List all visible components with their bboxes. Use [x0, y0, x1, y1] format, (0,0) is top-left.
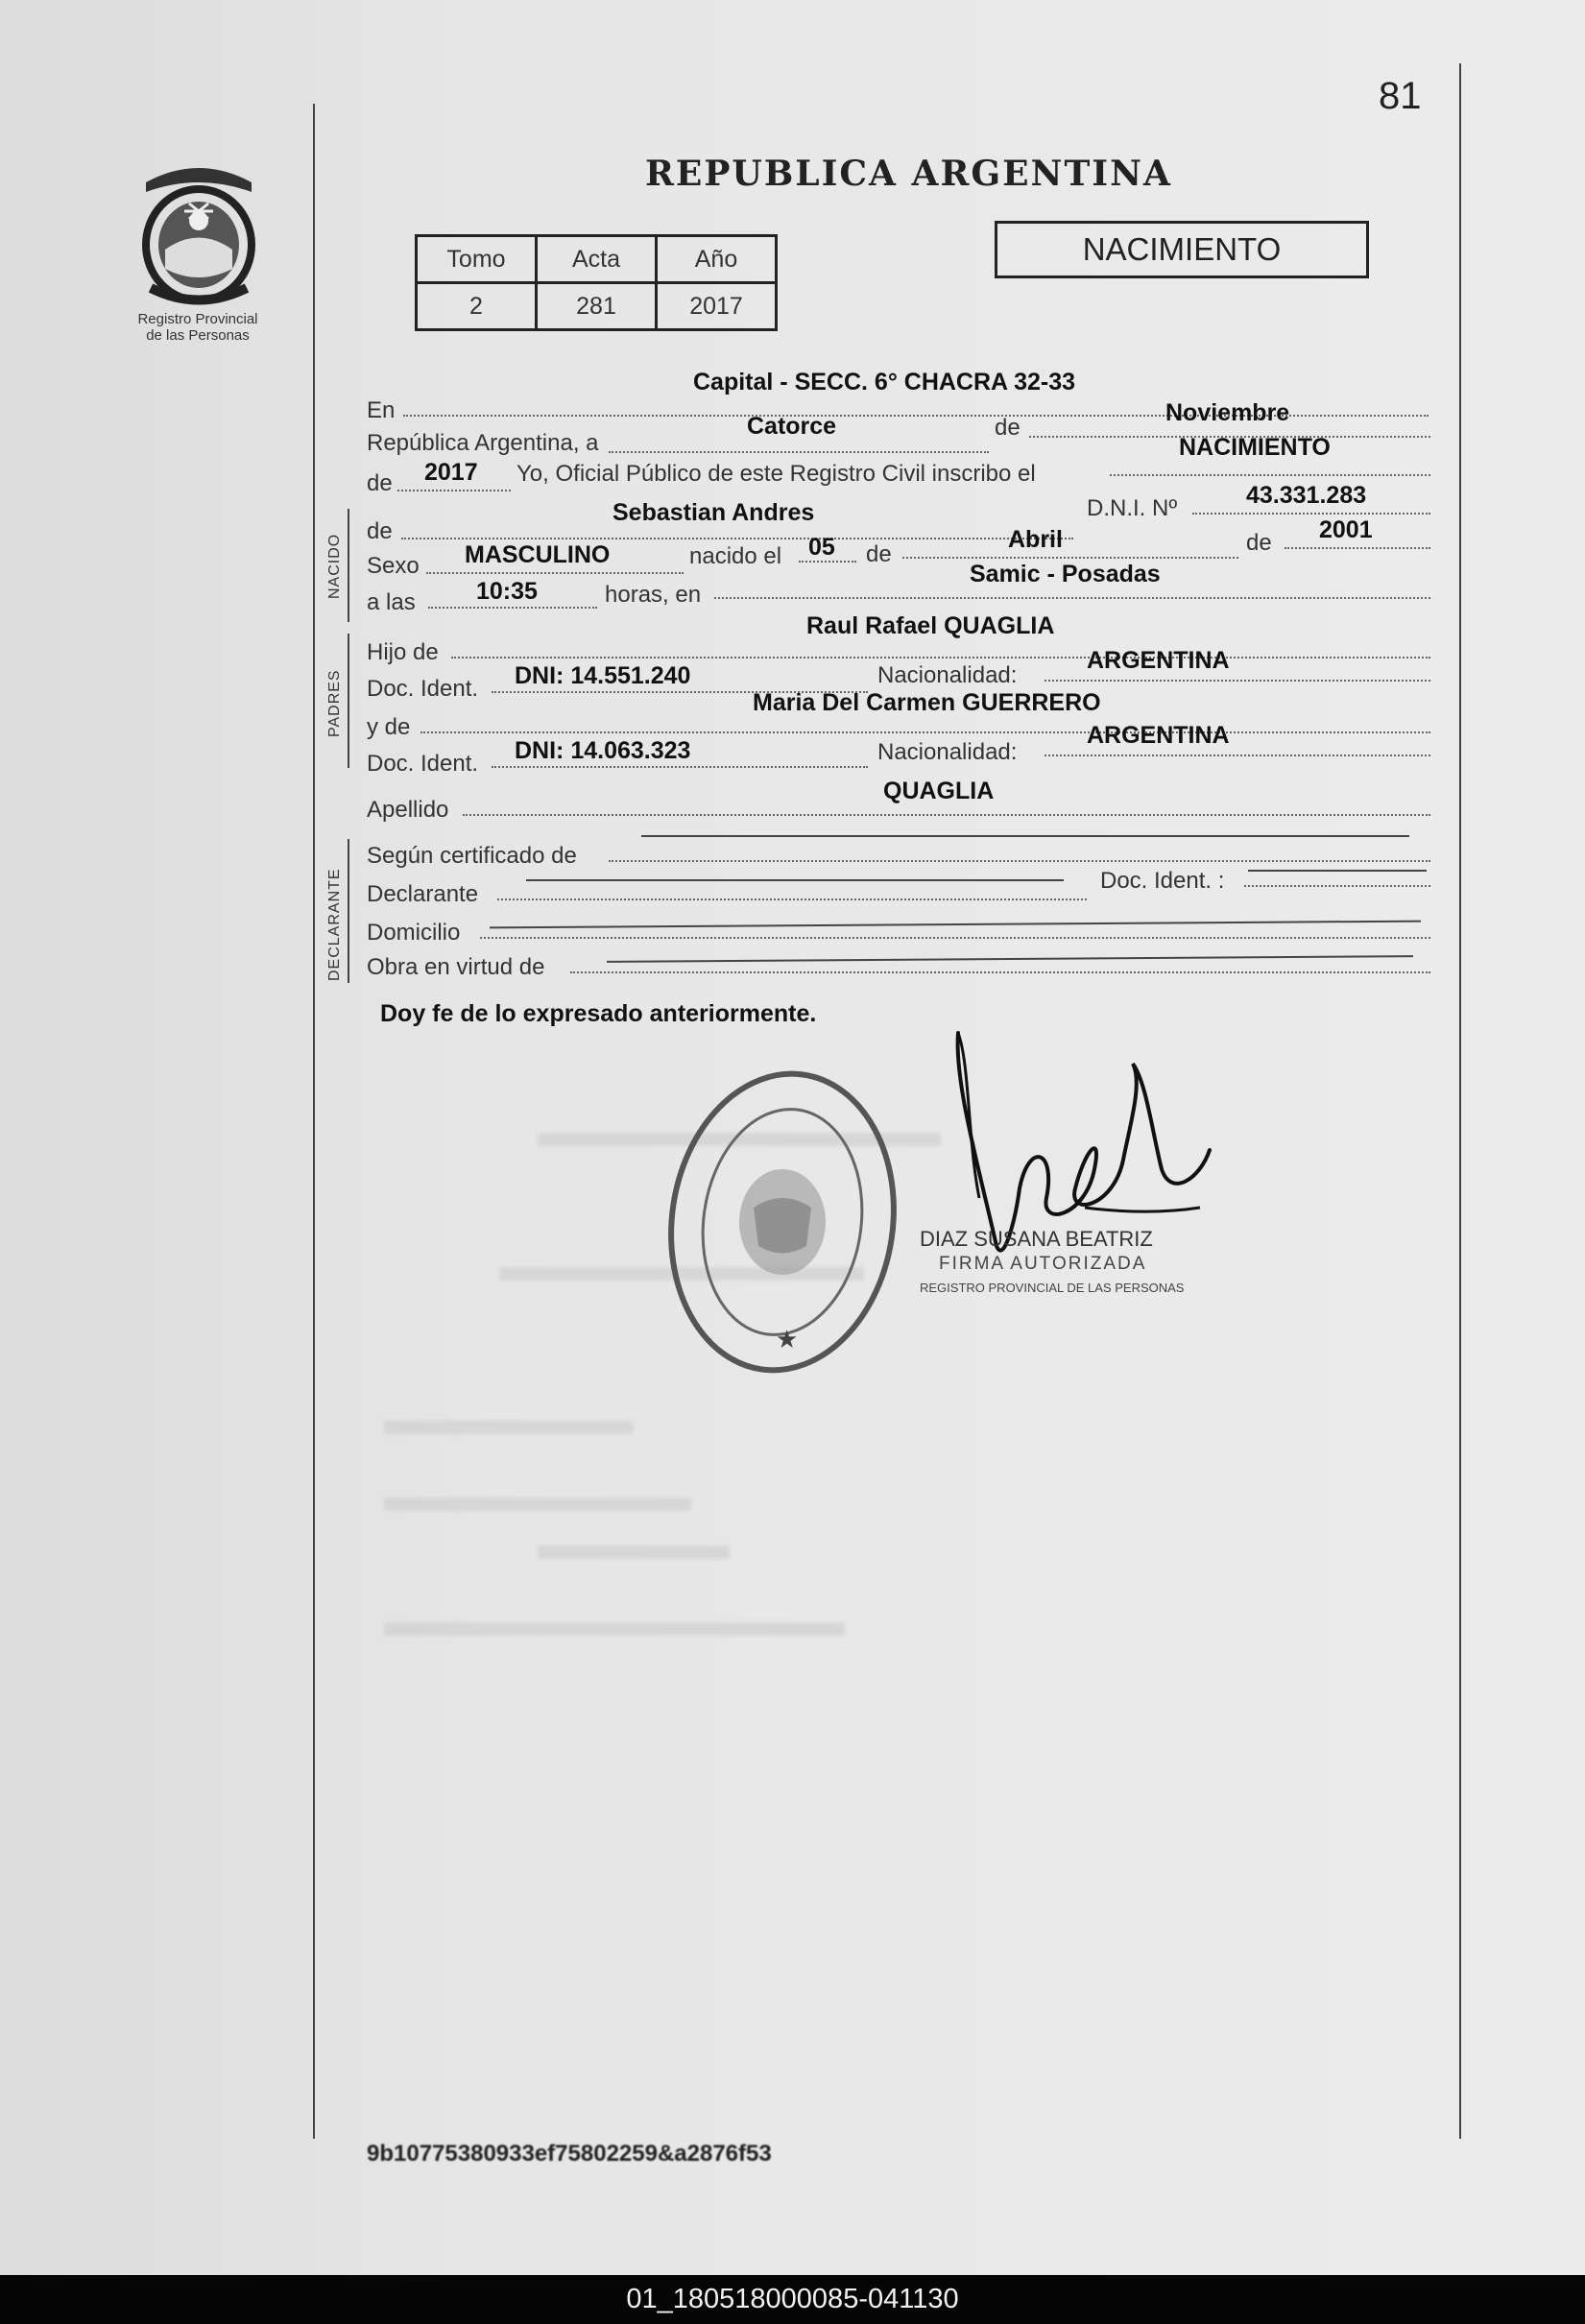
show-through-mark: [384, 1497, 691, 1511]
nacido-el-label: nacido el: [689, 543, 782, 569]
dotted-line: [1244, 885, 1430, 887]
horas-en-label: horas, en: [605, 582, 702, 608]
mother-doc-label: Doc. Ident.: [367, 751, 479, 777]
dotted-line: [1110, 474, 1430, 476]
declarante-doc-label: Doc. Ident. :: [1100, 868, 1225, 894]
registry-value-tomo: 2: [417, 283, 537, 330]
sexo-label: Sexo: [367, 553, 420, 579]
y-de-label: y de: [367, 714, 411, 740]
dotted-line: [570, 971, 1430, 973]
apellido-value: QUAGLIA: [883, 778, 995, 804]
strike-line: [490, 921, 1421, 929]
section-label-nacido: NACIDO: [326, 533, 343, 599]
father-nationality-label: Nacionalidad:: [877, 662, 1018, 688]
footer-id-bar: 01_180518000085-041130: [0, 2275, 1585, 2324]
section-label-padres: PADRES: [326, 669, 343, 737]
registry-header-ano: Año: [657, 236, 777, 283]
year-prefix-label: de: [367, 470, 393, 496]
certificado-label: Según certificado de: [367, 843, 577, 869]
republic-label: República Argentina, a: [367, 430, 599, 456]
logo-caption: [111, 311, 284, 344]
child-de-label: de: [367, 518, 393, 544]
father-doc-label: Doc. Ident.: [367, 676, 479, 702]
page-number: 81: [1379, 75, 1422, 117]
birth-time: 10:35: [476, 578, 538, 605]
section-bracket-line: [348, 509, 349, 622]
domicilio-label: Domicilio: [367, 920, 461, 946]
registry-header-acta: Acta: [537, 236, 657, 283]
dotted-line: [463, 814, 1430, 816]
birth-de-label: de: [866, 541, 892, 567]
signatory-name: DIAZ SUSANA BEATRIZ: [920, 1227, 1153, 1251]
birth-year: 2001: [1319, 516, 1373, 543]
logo-caption-line1: Registro Provincial: [137, 311, 258, 327]
dotted-line: [401, 538, 1073, 539]
document-hash: 9b10775380933ef75802259&a2876f53: [367, 2141, 772, 2167]
strike-line: [526, 879, 1064, 881]
dotted-line: [420, 731, 1430, 733]
signatory-org: REGISTRO PROVINCIAL DE LAS PERSONAS: [920, 1281, 1185, 1295]
show-through-mark: [538, 1545, 730, 1559]
provincial-coat-of-arms-icon: [127, 154, 271, 307]
inscribed-type: NACIMIENTO: [1179, 434, 1331, 461]
show-through-mark: [384, 1421, 634, 1434]
dotted-line: [497, 898, 1087, 900]
dotted-line: [397, 490, 511, 491]
svg-text:★: ★: [776, 1326, 799, 1354]
birth-day: 05: [808, 534, 835, 561]
strike-line: [607, 955, 1413, 963]
birth-de-label2: de: [1246, 530, 1272, 556]
father-nationality: ARGENTINA: [1087, 647, 1230, 674]
apellido-label: Apellido: [367, 797, 449, 823]
registry-header-tomo: Tomo: [417, 236, 537, 283]
mother-nationality-label: Nacionalidad:: [877, 739, 1018, 765]
registration-day: Catorce: [747, 413, 837, 440]
section-bracket-line: [348, 839, 349, 983]
section-bracket-line: [348, 634, 349, 768]
logo-caption-line2: de las Personas: [146, 327, 250, 344]
strike-line: [1248, 870, 1427, 872]
show-through-mark: [384, 1622, 845, 1636]
registry-table: [415, 234, 778, 331]
dotted-line: [480, 937, 1430, 939]
dotted-line: [902, 557, 1238, 559]
registry-value-acta: 281: [537, 283, 657, 330]
mother-doc: DNI: 14.063.323: [515, 737, 691, 764]
dotted-line: [451, 657, 1430, 659]
a-las-label: a las: [367, 589, 416, 615]
dni-label: D.N.I. Nº: [1087, 495, 1178, 521]
section-label-declarante: DECLARANTE: [326, 868, 343, 981]
obra-label: Obra en virtud de: [367, 954, 545, 980]
right-frame-line: [1459, 63, 1461, 2139]
dotted-line: [714, 597, 1430, 599]
dotted-line: [1045, 755, 1430, 756]
de-label: de: [995, 415, 1021, 441]
left-frame-line: [313, 104, 315, 2139]
dotted-line: [428, 607, 597, 609]
registry-value-ano: 2017: [657, 283, 777, 330]
child-dni: 43.331.283: [1246, 482, 1367, 509]
en-label: En: [367, 397, 396, 423]
closing-statement: Doy fe de lo expresado anteriormente.: [380, 1000, 817, 1027]
dotted-line: [426, 572, 684, 574]
official-seal-icon: [662, 1064, 902, 1380]
father-name: Raul Rafael QUAGLIA: [806, 612, 1055, 639]
declarante-label: Declarante: [367, 881, 479, 907]
strike-line: [641, 835, 1409, 837]
hijo-de-label: Hijo de: [367, 639, 439, 665]
registration-month: Noviembre: [1165, 399, 1290, 426]
dotted-line: [1285, 547, 1430, 549]
registration-place: Capital - SECC. 6° CHACRA 32-33: [693, 369, 1076, 395]
dotted-line: [1192, 513, 1430, 515]
registration-year: 2017: [424, 459, 478, 486]
birth-place: Samic - Posadas: [970, 561, 1161, 587]
mother-nationality: ARGENTINA: [1087, 722, 1230, 749]
dotted-line: [1045, 680, 1430, 682]
dotted-line: [609, 451, 989, 453]
country-title: REPUBLICA ARGENTINA: [645, 154, 1172, 194]
dotted-line: [609, 860, 1430, 862]
child-sex: MASCULINO: [465, 541, 611, 568]
dotted-line: [492, 766, 868, 768]
child-name: Sebastian Andres: [612, 499, 815, 526]
birth-month: Abril: [1008, 526, 1063, 553]
father-doc: DNI: 14.551.240: [515, 662, 691, 689]
official-statement: Yo, Oficial Público de este Registro Civil inscribo el: [516, 461, 1036, 487]
record-type-box: NACIMIENTO: [995, 221, 1369, 278]
signatory-role: FIRMA AUTORIZADA: [939, 1254, 1147, 1274]
mother-name: Maria Del Carmen GUERRERO: [753, 689, 1101, 716]
